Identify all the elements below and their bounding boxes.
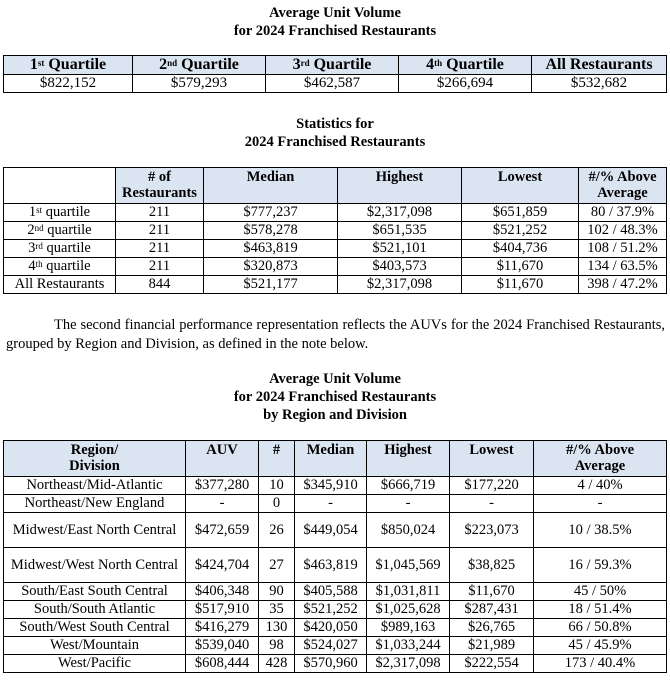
region-name: South/South Atlantic — [4, 601, 186, 619]
table-cell: 0 — [259, 495, 295, 513]
region-header-above: #/% Above Average — [534, 441, 667, 477]
table-cell: $404,736 — [462, 240, 579, 258]
region-header-count: # — [259, 441, 295, 477]
table-cell: $11,670 — [462, 258, 579, 276]
table-cell: $320,873 — [204, 258, 338, 276]
table-cell: 134 / 63.5% — [579, 258, 667, 276]
row-label: 4th quartile — [4, 258, 116, 276]
table-cell: $424,704 — [186, 548, 259, 583]
table-row — [4, 222, 667, 240]
quartile-header-4: 4th Quartile — [399, 56, 532, 75]
table-cell: $521,252 — [295, 601, 367, 619]
table-row — [4, 583, 667, 601]
table-cell: 66 / 50.8% — [534, 619, 667, 637]
table-cell: $532,682 — [532, 75, 667, 93]
table-cell: 80 / 37.9% — [579, 204, 667, 222]
table-row — [4, 495, 667, 513]
table-cell: $651,859 — [462, 204, 579, 222]
region-title-line1: Average Unit Volume — [269, 371, 401, 387]
region-name: Northeast/Mid-Atlantic — [4, 477, 186, 495]
table-cell: $517,910 — [186, 601, 259, 619]
table-cell: $177,220 — [450, 477, 534, 495]
table-cell: $463,819 — [204, 240, 338, 258]
table-cell: - — [295, 495, 367, 513]
table-cell: 211 — [116, 240, 204, 258]
table-cell: - — [186, 495, 259, 513]
table-cell: 45 / 45.9% — [534, 637, 667, 655]
table-cell: $377,280 — [186, 477, 259, 495]
table-cell: - — [367, 495, 450, 513]
table-cell: $345,910 — [295, 477, 367, 495]
table-row — [4, 655, 667, 673]
table-cell: 398 / 47.2% — [579, 276, 667, 294]
table-cell: $1,025,628 — [367, 601, 450, 619]
table-cell: $2,317,098 — [338, 204, 462, 222]
table-row — [4, 240, 667, 258]
table-cell: $850,024 — [367, 513, 450, 548]
quartile-value-row — [4, 75, 667, 93]
table-row — [4, 276, 667, 294]
table-cell: $521,252 — [462, 222, 579, 240]
region-header-highest: Highest — [367, 441, 450, 477]
stats-header-row — [4, 168, 667, 204]
table-cell: $26,765 — [450, 619, 534, 637]
table-cell: 428 — [259, 655, 295, 673]
row-label: 1st quartile — [4, 204, 116, 222]
table-cell: $449,054 — [295, 513, 367, 548]
table-cell: $222,554 — [450, 655, 534, 673]
table-cell: 26 — [259, 513, 295, 548]
statistics-table — [3, 167, 667, 294]
quartile-auv-table — [3, 55, 667, 93]
row-label: All Restaurants — [4, 276, 116, 294]
quartile-header-row — [4, 56, 667, 75]
table-cell: 108 / 51.2% — [579, 240, 667, 258]
table-row — [4, 619, 667, 637]
table-row — [4, 204, 667, 222]
table-row — [4, 548, 667, 583]
table-cell: $287,431 — [450, 601, 534, 619]
table-cell: $578,278 — [204, 222, 338, 240]
table-cell: $666,719 — [367, 477, 450, 495]
auv-title-line1: Average Unit Volume — [269, 5, 401, 21]
table-cell: $266,694 — [399, 75, 532, 93]
table-cell: $223,073 — [450, 513, 534, 548]
region-header-auv: AUV — [186, 441, 259, 477]
table-cell: $2,317,098 — [367, 655, 450, 673]
region-name: Midwest/West North Central — [4, 548, 186, 583]
table-cell: $989,163 — [367, 619, 450, 637]
table-cell: 844 — [116, 276, 204, 294]
table-cell: $21,989 — [450, 637, 534, 655]
table-cell: - — [534, 495, 667, 513]
table-cell: $822,152 — [4, 75, 133, 93]
table-row — [4, 637, 667, 655]
region-header-median: Median — [295, 441, 367, 477]
table-cell: $11,670 — [462, 276, 579, 294]
table-cell: 45 / 50% — [534, 583, 667, 601]
stats-title-line2: 2024 Franchised Restaurants — [244, 134, 426, 150]
table-cell: $777,237 — [204, 204, 338, 222]
quartile-header-2: 2nd Quartile — [133, 56, 266, 75]
region-name: Northeast/New England — [4, 495, 186, 513]
region-header-lowest: Lowest — [450, 441, 534, 477]
table-cell: $406,348 — [186, 583, 259, 601]
table-cell: 102 / 48.3% — [579, 222, 667, 240]
auv-title — [0, 4, 670, 40]
table-cell: $1,033,244 — [367, 637, 450, 655]
region-title — [0, 370, 670, 424]
region-header-row — [4, 441, 667, 477]
stats-title — [0, 115, 670, 151]
region-name: Midwest/East North Central — [4, 513, 186, 548]
table-cell: 211 — [116, 204, 204, 222]
quartile-header-1: 1st Quartile — [4, 56, 133, 75]
table-cell: $11,670 — [450, 583, 534, 601]
table-cell: $1,031,811 — [367, 583, 450, 601]
quartile-header-3: 3rd Quartile — [266, 56, 399, 75]
table-cell: 90 — [259, 583, 295, 601]
table-cell: $539,040 — [186, 637, 259, 655]
table-cell: $472,659 — [186, 513, 259, 548]
stats-header-highest: Highest — [338, 168, 462, 204]
table-cell: 173 / 40.4% — [534, 655, 667, 673]
table-cell: $416,279 — [186, 619, 259, 637]
table-cell: 18 / 51.4% — [534, 601, 667, 619]
table-cell: $651,535 — [338, 222, 462, 240]
table-cell: $405,588 — [295, 583, 367, 601]
table-cell: 16 / 59.3% — [534, 548, 667, 583]
table-cell: - — [450, 495, 534, 513]
stats-header-count: # of Restaurants — [116, 168, 204, 204]
region-name: West/Mountain — [4, 637, 186, 655]
table-cell: $521,101 — [338, 240, 462, 258]
table-cell: $403,573 — [338, 258, 462, 276]
stats-header-lowest: Lowest — [462, 168, 579, 204]
table-row — [4, 258, 667, 276]
stats-header-above: #/% Above Average — [579, 168, 667, 204]
table-cell: $524,027 — [295, 637, 367, 655]
table-cell: $579,293 — [133, 75, 266, 93]
region-name: West/Pacific — [4, 655, 186, 673]
region-title-line2: for 2024 Franchised Restaurants — [233, 389, 437, 405]
table-row — [4, 513, 667, 548]
table-cell: 10 — [259, 477, 295, 495]
table-cell: $420,050 — [295, 619, 367, 637]
table-row — [4, 477, 667, 495]
table-cell: 130 — [259, 619, 295, 637]
auv-title-line2: for 2024 Franchised Restaurants — [233, 23, 437, 39]
row-label: 2nd quartile — [4, 222, 116, 240]
body-paragraph: The second financial performance representation reflects the AUVs for the 2024 Franchised Restaurants, grouped by Region and Division, as defined in the note below. — [6, 317, 665, 352]
stats-header-median: Median — [204, 168, 338, 204]
table-cell: $521,177 — [204, 276, 338, 294]
table-cell: 4 / 40% — [534, 477, 667, 495]
stats-title-line1: Statistics for — [296, 116, 374, 132]
region-name: South/East South Central — [4, 583, 186, 601]
stats-header-blank — [4, 168, 116, 204]
table-cell: $38,825 — [450, 548, 534, 583]
table-cell: $2,317,098 — [338, 276, 462, 294]
region-division-table — [3, 440, 667, 673]
region-header-region: Region/ Division — [4, 441, 186, 477]
table-cell: 211 — [116, 222, 204, 240]
table-cell: 211 — [116, 258, 204, 276]
table-cell: $463,819 — [295, 548, 367, 583]
row-label: 3rd quartile — [4, 240, 116, 258]
table-cell: $608,444 — [186, 655, 259, 673]
table-cell: 98 — [259, 637, 295, 655]
quartile-header-all: All Restaurants — [532, 56, 667, 75]
table-cell: 35 — [259, 601, 295, 619]
table-cell: 10 / 38.5% — [534, 513, 667, 548]
region-title-line3: by Region and Division — [263, 407, 407, 423]
table-row — [4, 601, 667, 619]
table-cell: $570,960 — [295, 655, 367, 673]
table-cell: $462,587 — [266, 75, 399, 93]
table-cell: 27 — [259, 548, 295, 583]
table-cell: $1,045,569 — [367, 548, 450, 583]
region-name: South/West South Central — [4, 619, 186, 637]
